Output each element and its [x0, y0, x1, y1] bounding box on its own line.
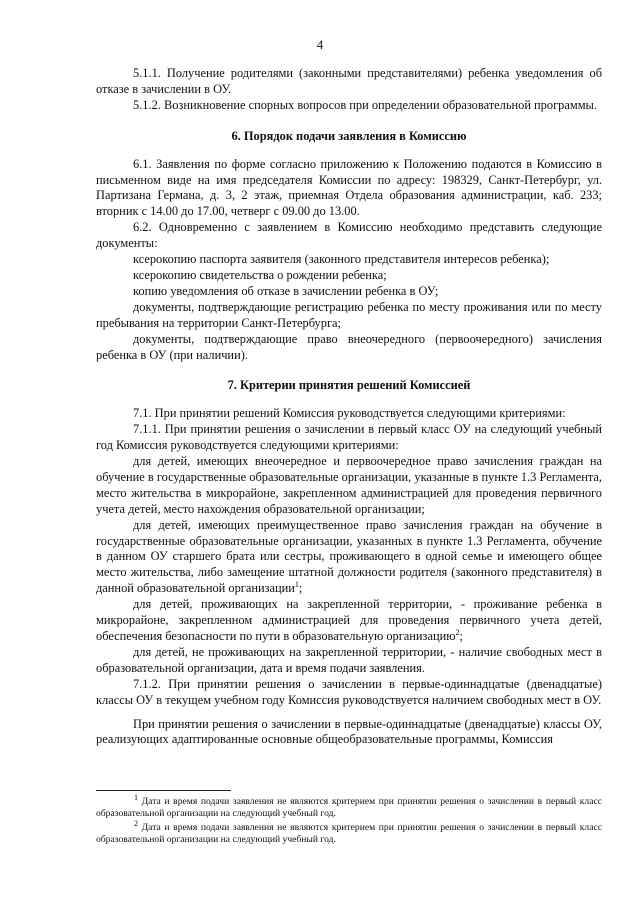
- footnote-ref-1: 1: [294, 580, 299, 590]
- footnote-divider: [96, 790, 231, 791]
- paragraph-6-2: 6.2. Одновременно с заявлением в Комиссию необходимо представить следующие документы:: [96, 220, 602, 251]
- criterion-1: для детей, имеющих внеочередное и первоочередное право зачисления граждан на обучение в государственные образовательные организации, указанные в пункте 1.3 Регламента, место жительства в микрорайоне, закрепленном администрацией для проведения первичного учета детей, место нахождения образовательной организации;: [96, 454, 602, 516]
- footnotes: [96, 792, 602, 848]
- paragraph-5-1-2: 5.1.2. Возникновение спорных вопросов при определении образовательной программы.: [133, 97, 597, 112]
- document-list-item: документы, подтверждающие право внеочередного (первоочередного) зачисления ребенка в ОУ (при наличии).: [96, 331, 602, 362]
- document-list-item: ксерокопию паспорта заявителя (законного представителя интересов ребенка);: [133, 252, 550, 267]
- document-list-item: документы, подтверждающие регистрацию ребенка по месту проживания или по месту пребывания на территории Санкт-Петербурга;: [96, 299, 602, 330]
- footnote-2: [96, 818, 602, 846]
- document-body: [96, 66, 602, 748]
- footnote-mark: 1: [134, 792, 138, 802]
- paragraph-6-1: 6.1. Заявления по форме согласно приложению к Положению подаются в Комиссию в письменном виде на имя председателя Комиссии по адресу: 198329, Санкт-Петербург, ул. Партизана Германа, д. 3, 2 этаж, приемная Отдела образования администрации, каб. 233; вторник с 14.00 до 17.00, четверг с 09.00 до 13.00.: [96, 156, 602, 219]
- footnote-ref-2: 2: [455, 627, 460, 637]
- footnote-text: Дата и время подачи заявления не являются критерием при принятии решения о зачислении в первый класс образовательной организации на следующий учебный год.: [96, 822, 602, 845]
- paragraph-5-1-1: 5.1.1. Получение родителями (законными представителями) ребенка уведомления об отказе в зачислении в ОУ.: [96, 66, 602, 96]
- paragraph-7-1-2: 7.1.2. При принятии решения о зачислении в первые-одиннадцатые (двенадцатые) классы ОУ в текущем учебном году Комиссия руководствуется наличием свободных мест в ОУ.: [96, 676, 602, 707]
- document-list-item: копию уведомления об отказе в зачислении ребенка в ОУ;: [133, 283, 439, 298]
- paragraph-adapted-programs: При принятии решения о зачислении в первые-одиннадцатые (двенадцатые) классы ОУ, реализующих адаптированные основные общеобразовательные программы, Комиссия: [96, 716, 602, 747]
- criterion-4: для детей, не проживающих на закрепленной территории, - наличие свободных мест в образовательной организации, дата и время подачи заявления.: [96, 644, 602, 675]
- section-7-heading: 7. Критерии принятия решений Комиссией: [227, 378, 471, 393]
- section-6-heading: 6. Порядок подачи заявления в Комиссию: [231, 128, 467, 143]
- criterion-2: [96, 518, 602, 598]
- footnote-mark: 2: [134, 818, 138, 828]
- paragraph-7-1: 7.1. При принятии решений Комиссия руководствуется следующими критериями:: [133, 406, 566, 421]
- paragraph-7-1-1: 7.1.1. При принятии решения о зачислении в первый класс ОУ на следующий учебный год Комиссия руководствуется следующими критериями:: [96, 422, 602, 453]
- criterion-3-end: ;: [459, 629, 463, 643]
- footnote-1: [96, 792, 602, 820]
- criterion-3-text: для детей, проживающих на закрепленной территории, - проживание ребенка в микрорайоне, закрепленном администрацией для проведения первичного учета детей, обеспечения безопасности по пути в образовательную организацию: [96, 597, 602, 643]
- page-number: 4: [316, 37, 324, 52]
- document-list-item: ксерокопию свидетельства о рождении ребенка;: [133, 267, 387, 282]
- criterion-2-text: для детей, имеющих преимущественное право зачисления граждан на обучение в государственные образовательные организации, указанных в пункте 1.3 Регламента, обучение в данном ОУ старшего брата или сестры, проживающего в одной семье и имеющего общее место жительства, либо замещение штатной должности родителя (законного представителя) в данной образовательной организации: [96, 517, 602, 596]
- criterion-3: [96, 597, 602, 645]
- criterion-2-end: ;: [298, 581, 303, 596]
- footnote-text: Дата и время подачи заявления не являются критерием при принятии решения о зачислении в первый класс образовательной организации на следующий учебный год.: [96, 796, 602, 819]
